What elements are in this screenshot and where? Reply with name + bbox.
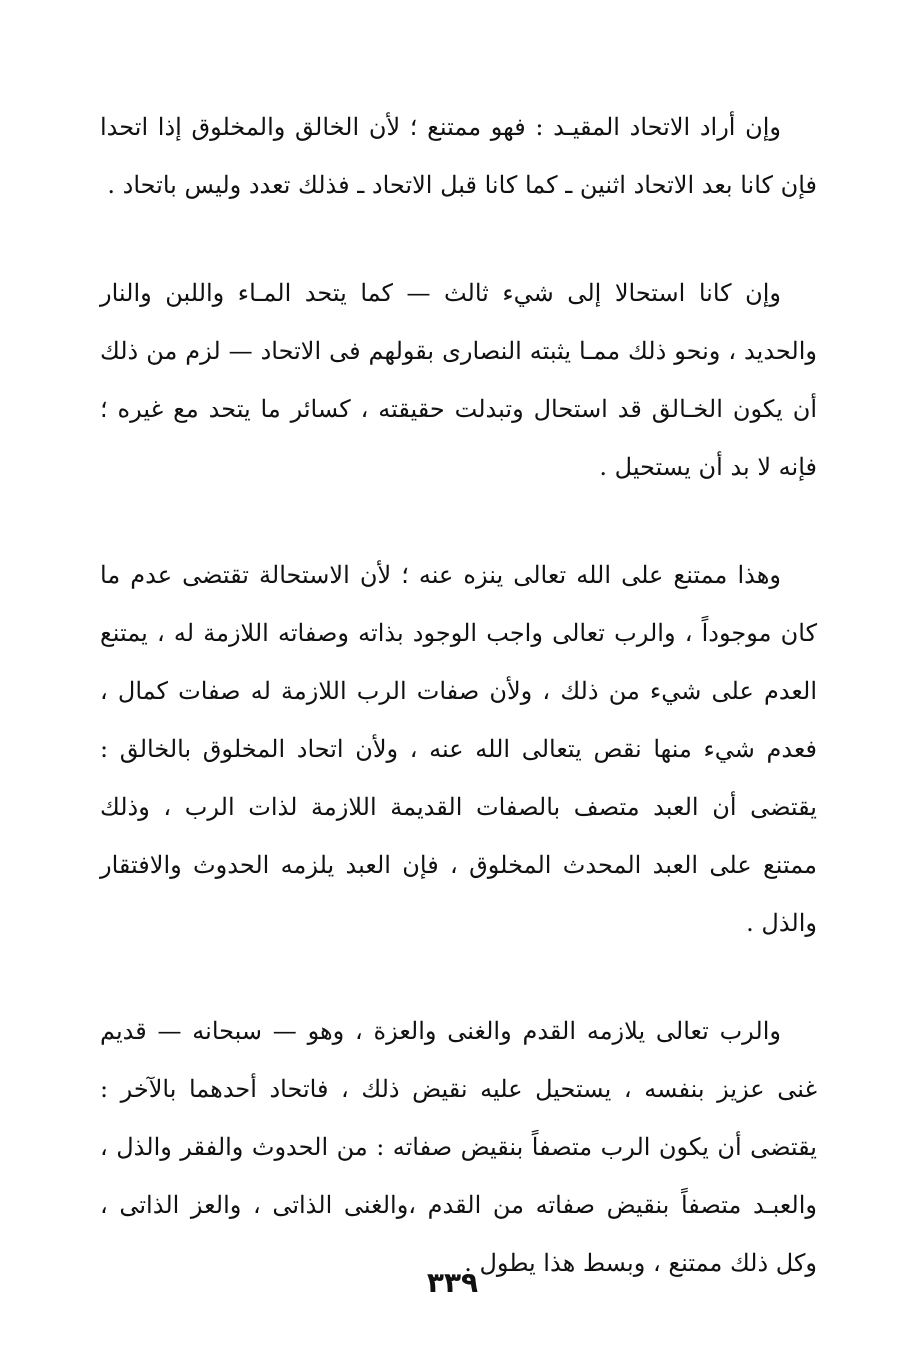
body-text (100, 98, 817, 1292)
paragraph-1: وإن أراد الاتحاد المقيـد : فهو ممتنع ؛ لأن الخالق والمخلوق إذا اتحدا فإن كانا بعد الاتحاد اثنين ـ كما كانا قبل الاتحاد ـ فذلك تعدد وليس باتحاد . (100, 113, 817, 199)
paragraph-4: والرب تعالى يلازمه القدم والغنى والعزة ، وهو — سبحانه — قديم غنى عزيز بنفسه ، يستحيل عليه نقيض ذلك ، فاتحاد أحدهما بالآخر : يقتضى أن يكون الرب متصفاً بنقيض صفاته : من الحدوث والفقر والذل ، والعبـد متصفاً بنقيض صفاته من القدم ،والغنى الذاتى ، والعز الذاتى ، وكل ذلك ممتنع ، وبسط هذا يطول . (100, 1017, 817, 1277)
page-number: ٣٣٩ (426, 1266, 479, 1299)
paragraph-2: وإن كانا استحالا إلى شيء ثالث — كما يتحد المـاء واللبن والنار والحديد ، ونحو ذلك ممـا يثبته النصارى بقولهم فى الاتحاد — لزم من ذلك أن يكون الخـالق قد استحال وتبدلت حقيقته ، كسائر ما يتحد مع غيره ؛ فإنه لا بد أن يستحيل . (100, 279, 817, 481)
paragraph-3: وهذا ممتنع على الله تعالى ينزه عنه ؛ لأن الاستحالة تقتضى عدم ما كان موجوداً ، والرب تعالى واجب الوجود بذاته وصفاته اللازمة له ، يمتنع العدم على شيء من ذلك ، ولأن صفات الرب اللازمة له صفات كمال ، فعدم شيء منها نقص يتعالى الله عنه ، ولأن اتحاد المخلوق بالخالق : يقتضى أن العبد متصف بالصفات القديمة اللازمة لذات الرب ، وذلك ممتنع على العبد المحدث المخلوق ، فإن العبد يلزمه الحدوث والافتقار والذل . (100, 561, 817, 937)
